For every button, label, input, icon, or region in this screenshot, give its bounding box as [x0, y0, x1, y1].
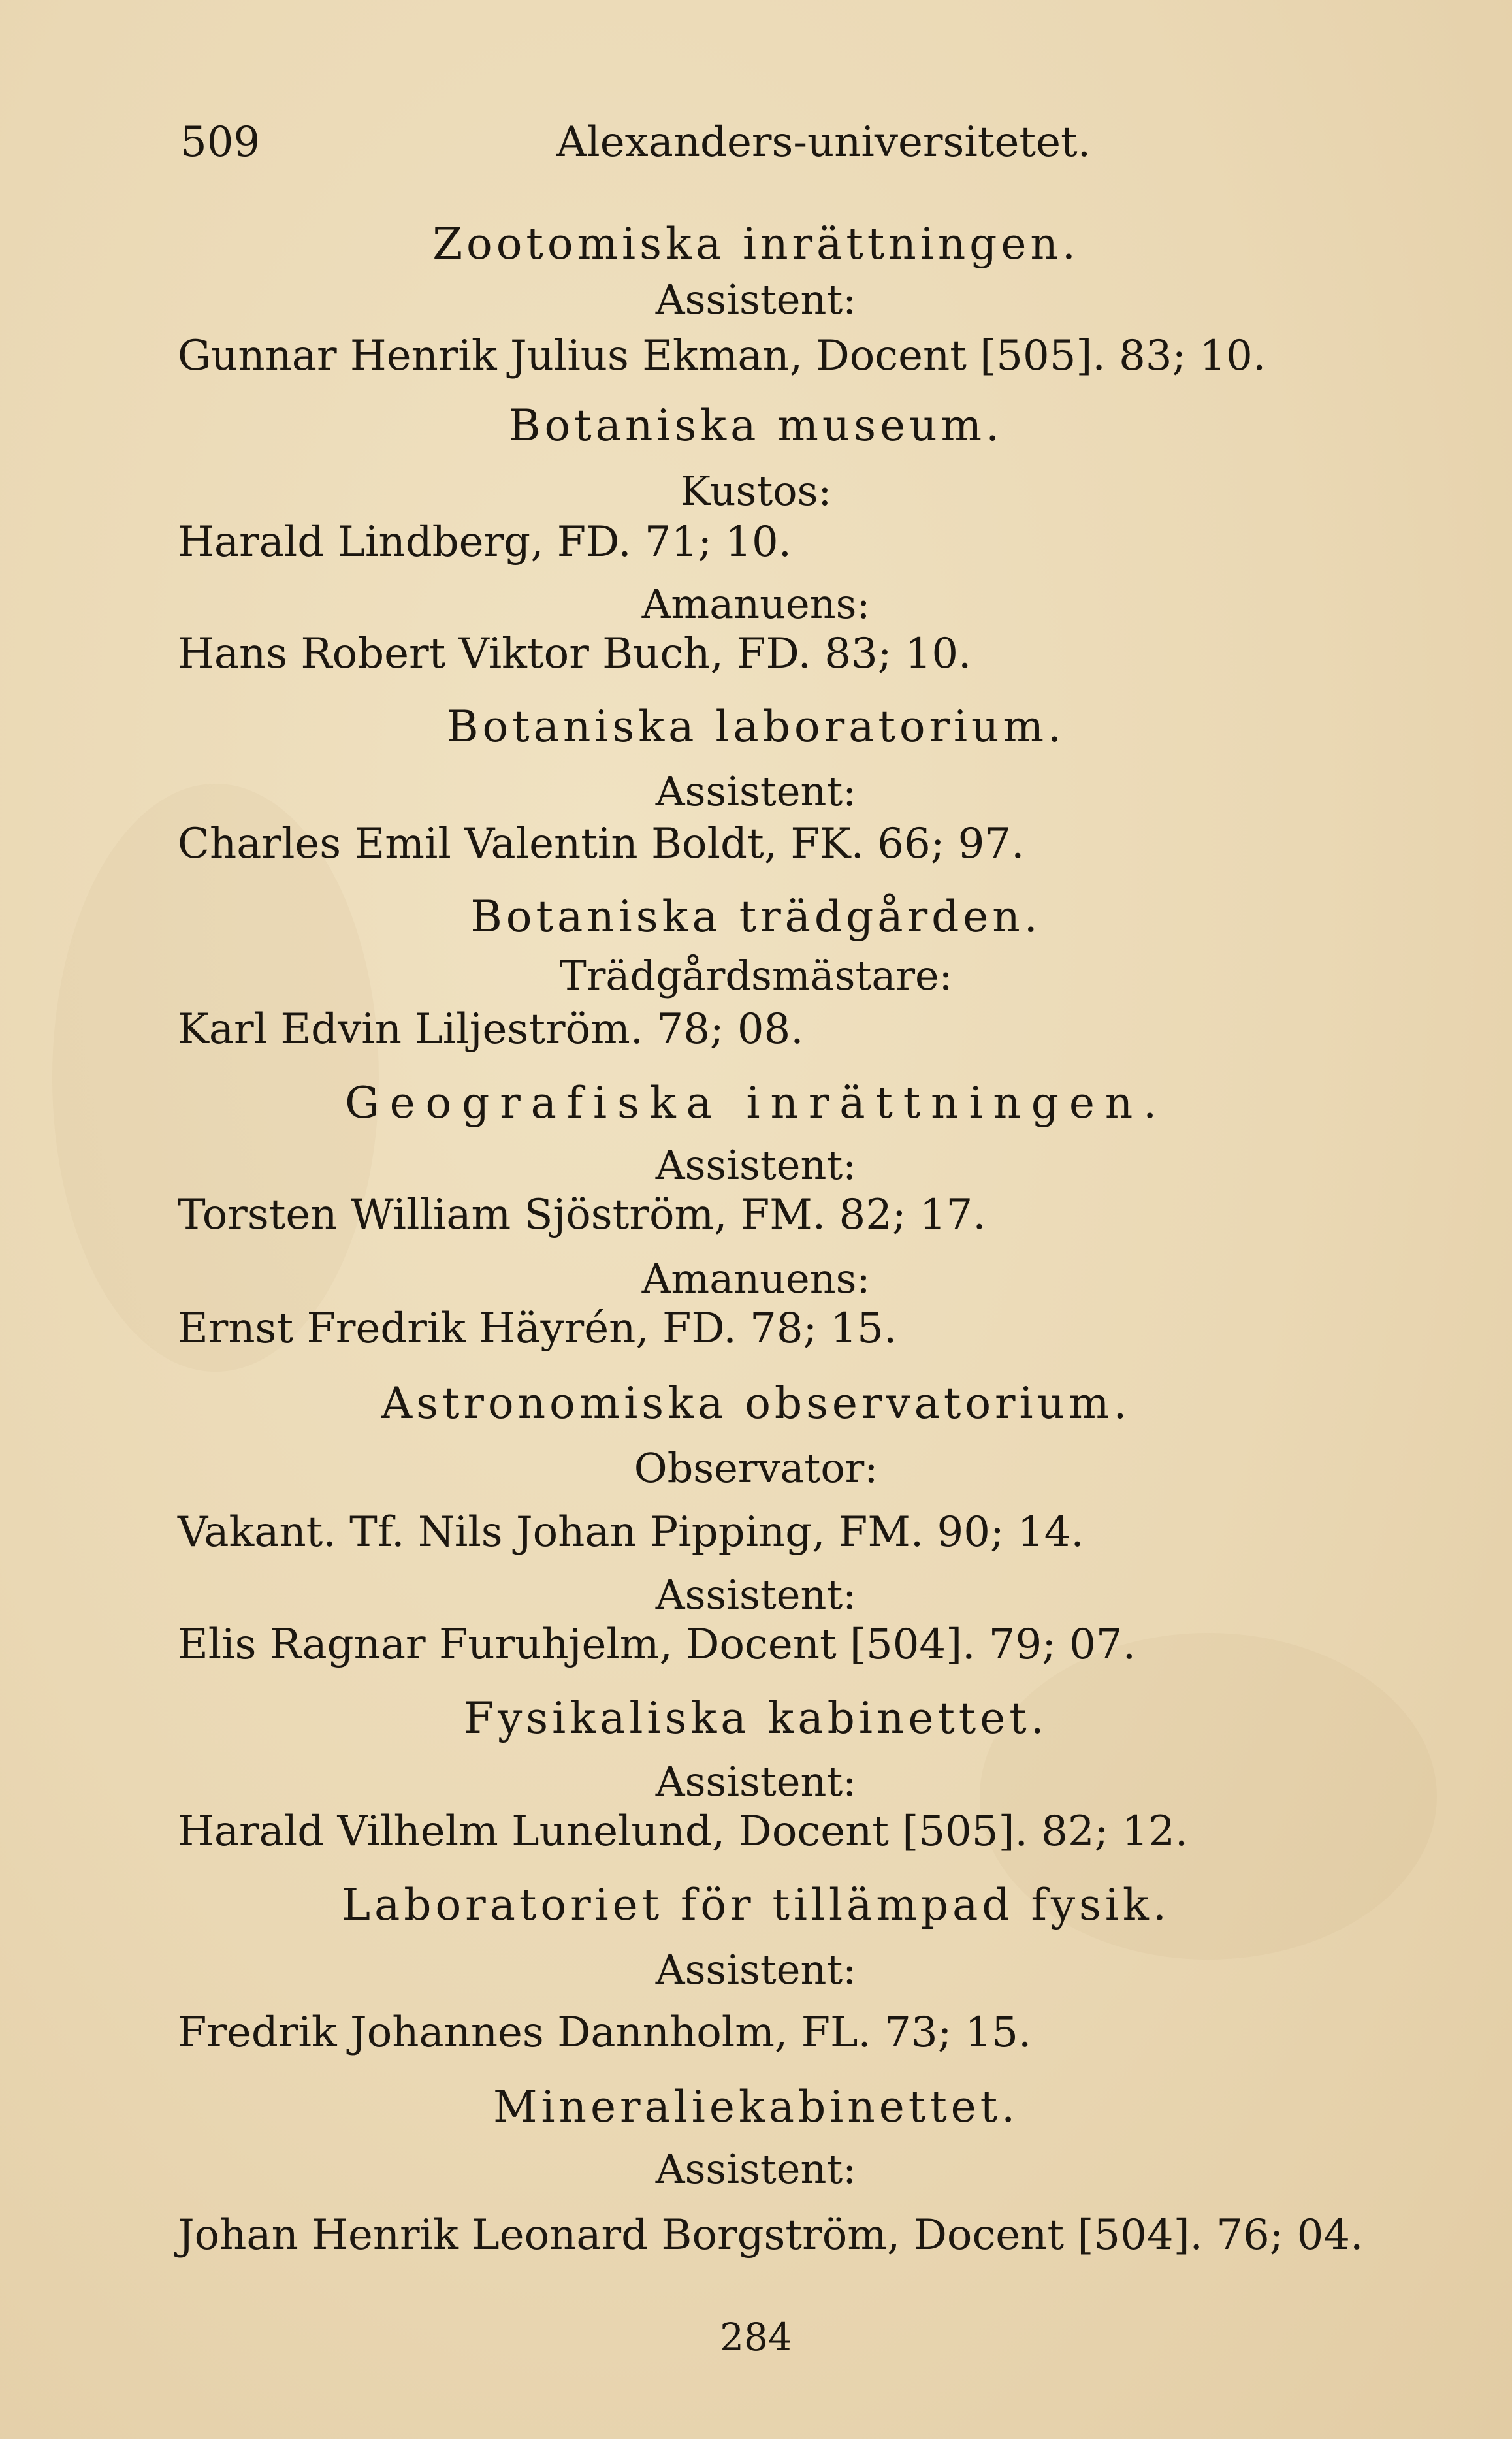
- role-label: Observator:: [634, 1444, 878, 1492]
- person-entry: Elis Ragnar Furuhjelm, Docent [504]. 79; 07.: [178, 1621, 1136, 1669]
- person-entry: Ernst Fredrik Häyrén, FD. 78; 15.: [178, 1304, 897, 1353]
- role-label: Trädgårdsmästare:: [559, 952, 953, 999]
- role-label: Assistent:: [655, 767, 857, 815]
- page-number: 509: [180, 118, 261, 167]
- section-heading: Fysikaliska kabinettet.: [464, 1693, 1048, 1743]
- person-entry: Vakant. Tf. Nils Johan Pipping, FM. 90; 14.: [178, 1508, 1084, 1557]
- role-label: Kustos:: [680, 467, 832, 515]
- section-heading: Botaniska museum.: [509, 400, 1003, 451]
- role-label: Assistent:: [655, 1571, 857, 1619]
- person-entry: Harald Lindberg, FD. 71; 10.: [178, 518, 792, 566]
- section-heading: Astronomiska observatorium.: [381, 1378, 1131, 1429]
- section-heading: Botaniska laboratorium.: [447, 702, 1065, 752]
- person-entry: Hans Robert Viktor Buch, FD. 83; 10.: [178, 630, 972, 678]
- role-label: Assistent:: [655, 1758, 857, 1805]
- person-entry: Karl Edvin Liljeström. 78; 08.: [178, 1005, 804, 1054]
- section-heading: Laboratoriet för tillämpad fysik.: [342, 1880, 1170, 1930]
- person-entry: Fredrik Johannes Dannholm, FL. 73; 15.: [178, 2009, 1032, 2057]
- role-label: Assistent:: [655, 1946, 857, 1994]
- role-label: Amanuens:: [641, 580, 871, 628]
- running-title: Alexanders-universitetet.: [556, 118, 1091, 167]
- section-heading: Mineraliekabinettet.: [492, 2082, 1020, 2132]
- person-entry: Johan Henrik Leonard Borgström, Docent [504]. 76; 04.: [178, 2211, 1364, 2259]
- section-heading: Botaniska trädgården.: [470, 892, 1042, 942]
- person-entry: Charles Emil Valentin Boldt, FK. 66; 97.: [178, 820, 1025, 868]
- role-label: Assistent:: [655, 276, 857, 323]
- section-heading: Zootomiska inrättningen.: [432, 219, 1080, 269]
- person-entry: Harald Vilhelm Lunelund, Docent [505]. 82; 12.: [178, 1807, 1189, 1856]
- section-heading: Geografiska inrättningen.: [345, 1078, 1167, 1128]
- folio-number: 284: [720, 2315, 792, 2359]
- role-label: Assistent:: [655, 2145, 857, 2193]
- person-entry: Gunnar Henrik Julius Ekman, Docent [505]. 83; 10.: [178, 332, 1266, 380]
- role-label: Assistent:: [655, 1141, 857, 1189]
- role-label: Amanuens:: [641, 1255, 871, 1302]
- person-entry: Torsten William Sjöström, FM. 82; 17.: [178, 1191, 986, 1239]
